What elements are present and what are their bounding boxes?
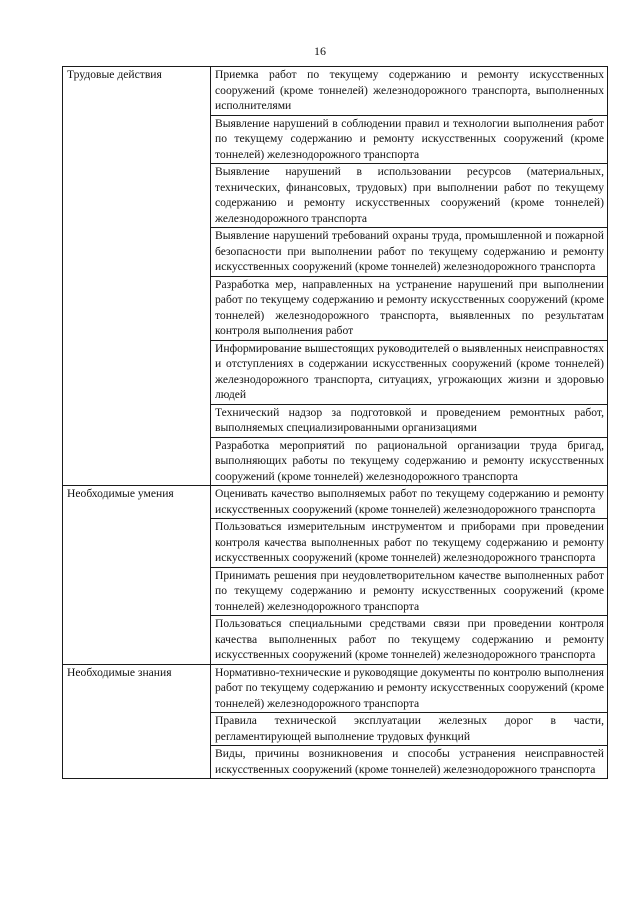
requirement-text: Принимать решения при неудовлетворительном качестве выполненных работ по текущему содержанию и ремонту искусственных сооружений (кроме тоннелей) железнодорожного транспорта [211, 567, 608, 616]
table-row [63, 340, 608, 404]
table-row [63, 276, 608, 340]
table-row [63, 437, 608, 486]
requirement-text: Правила технической эксплуатации железных дорог в части, регламентирующей выполнение трудовых функций [211, 713, 608, 746]
table-row [63, 664, 608, 713]
section-label-continuation [63, 437, 211, 486]
requirement-text: Разработка мер, направленных на устранение нарушений при выполнении работ по текущему содержанию и ремонту искусственных сооружений (кроме тоннелей) железнодорожного транспорта, выявленных по результатам контроля выполнения работ [211, 276, 608, 340]
section-label: Необходимые умения [63, 486, 211, 519]
table-row [63, 115, 608, 164]
requirement-text: Выявление нарушений требований охраны труда, промышленной и пожарной безопасности при выполнении работ по текущему содержанию и ремонту искусственных сооружений (кроме тоннелей) железнодорожного транспорта [211, 228, 608, 277]
section-label-continuation [63, 404, 211, 437]
table-row [63, 67, 608, 116]
table-row [63, 567, 608, 616]
requirement-text: Выявление нарушений в соблюдении правил и технологии выполнения работ по текущему содержанию и ремонту искусственных сооружений (кроме тоннелей) железнодорожного транспорта [211, 115, 608, 164]
section-label-continuation [63, 115, 211, 164]
section-label-continuation [63, 746, 211, 779]
requirement-text: Нормативно-технические и руководящие документы по контролю выполнения работ по текущему содержанию и ремонту искусственных сооружений (кроме тоннелей) железнодорожного транспорта [211, 664, 608, 713]
table-row [63, 228, 608, 277]
requirement-text: Оценивать качество выполняемых работ по текущему содержанию и ремонту искусственных сооружений (кроме тоннелей) железнодорожного транспорта [211, 486, 608, 519]
table-row [63, 713, 608, 746]
requirements-table-body [63, 67, 608, 779]
section-label: Трудовые действия [63, 67, 211, 116]
requirement-text: Выявление нарушений в использовании ресурсов (материальных, технических, финансовых, трудовых) при выполнении работ по текущему содержанию и ремонту искусственных сооружений (кроме тоннелей) железнодорожного транспорта [211, 164, 608, 228]
section-label: Необходимые знания [63, 664, 211, 713]
section-label-continuation [63, 164, 211, 228]
section-label-continuation [63, 276, 211, 340]
table-row [63, 486, 608, 519]
table-row [63, 404, 608, 437]
requirement-text: Виды, причины возникновения и способы устранения неисправностей искусственных сооружений (кроме тоннелей) железнодорожного транспорта [211, 746, 608, 779]
requirements-table [62, 66, 608, 779]
requirement-text: Пользоваться измерительным инструментом и приборами при проведении контроля качества выполненных работ по текущему содержанию и ремонту искусственных сооружений (кроме тоннелей) железнодорожного транспорта [211, 519, 608, 568]
table-row [63, 164, 608, 228]
requirement-text: Информирование вышестоящих руководителей о выявленных неисправностях и отступлениях в содержании искусственных сооружений (кроме тоннелей) железнодорожного транспорта, ситуациях, угрожающих жизни и здоровью людей [211, 340, 608, 404]
table-row [63, 519, 608, 568]
requirement-text: Пользоваться специальными средствами связи при проведении контроля качества выполненных работ по текущему содержанию и ремонту искусственных сооружений (кроме тоннелей) железнодорожного транспорта [211, 616, 608, 665]
section-label-continuation [63, 567, 211, 616]
section-label-continuation [63, 519, 211, 568]
section-label-continuation [63, 616, 211, 665]
section-label-continuation [63, 340, 211, 404]
table-row [63, 746, 608, 779]
requirement-text: Приемка работ по текущему содержанию и ремонту искусственных сооружений (кроме тоннелей) железнодорожного транспорта, выполненных исполнителями [211, 67, 608, 116]
section-label-continuation [63, 228, 211, 277]
page-number: 16 [314, 44, 326, 58]
table-row [63, 616, 608, 665]
requirement-text: Технический надзор за подготовкой и проведением ремонтных работ, выполняемых специализированными организациями [211, 404, 608, 437]
requirement-text: Разработка мероприятий по рациональной организации труда бригад, выполняющих работы по текущему содержанию и ремонту искусственных сооружений (кроме тоннелей) железнодорожного транспорта [211, 437, 608, 486]
section-label-continuation [63, 713, 211, 746]
